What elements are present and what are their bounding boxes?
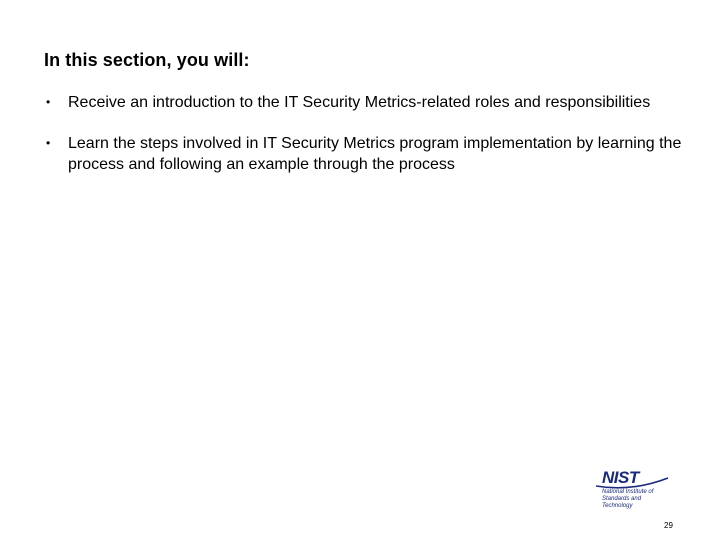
nist-wordmark-icon <box>592 466 670 490</box>
bullet-text: Receive an introduction to the IT Security Metrics-related roles and responsibilities <box>68 94 651 111</box>
bullet-item <box>46 92 686 113</box>
bullet-item <box>46 133 686 175</box>
bullet-marker: • <box>46 136 51 150</box>
bullet-list <box>46 92 686 195</box>
page-number: 29 <box>664 521 673 530</box>
bullet-marker: • <box>46 95 51 109</box>
bullet-text: Learn the steps involved in IT Security Metrics program implementation by learning the process and following an example through the process <box>68 135 682 173</box>
slide-title: In this section, you will: <box>44 50 250 70</box>
nist-subtitle: National Institute of Standards and Technology <box>602 489 654 509</box>
nist-wordmark-text: NIST <box>602 468 639 487</box>
nist-logo <box>592 466 670 510</box>
